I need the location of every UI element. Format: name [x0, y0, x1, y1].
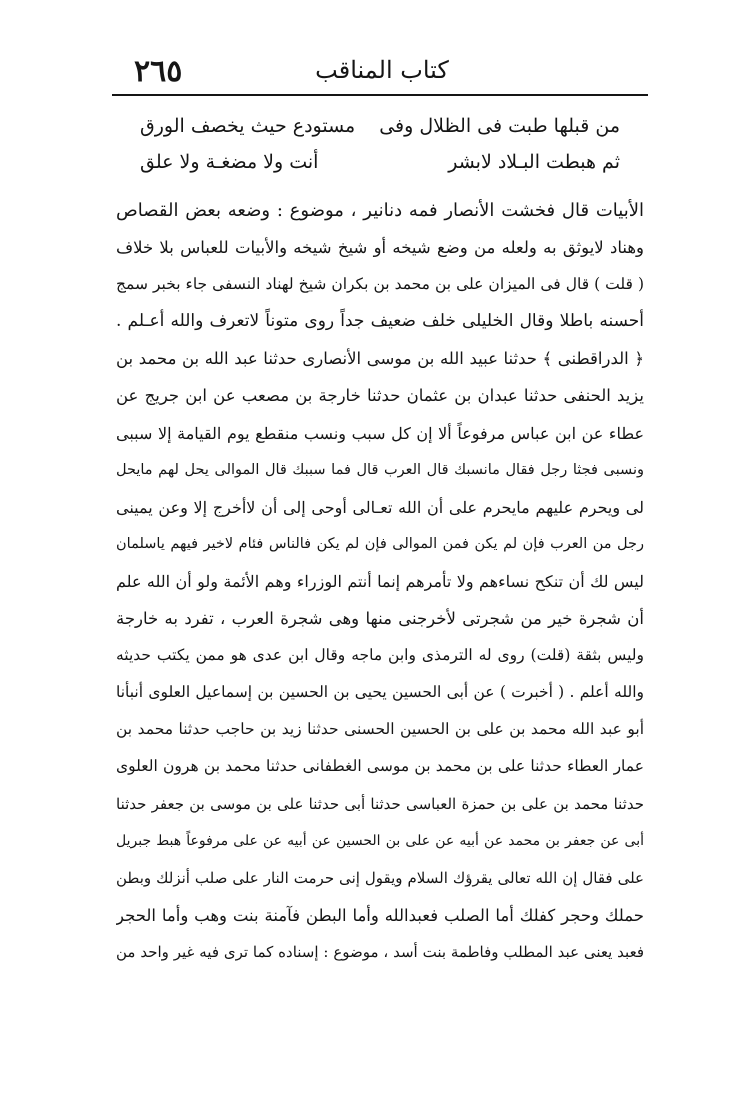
text-line: ﴿ الدراقطنى ﴾ حدثنا عبيد الله بن موسى الأنصارى حدثنا عبد الله بن محمد بن: [116, 349, 644, 369]
text-line: وليس بثقة (قلت) روى له الترمذى وابن ماجه وقال ابن عدى هو ممن يكتب حديثه: [116, 646, 644, 665]
running-title: كتاب المناقب: [315, 56, 449, 84]
text-line: فعبد يعنى عبد المطلب وفاطمة بنت أسد ، موضوع : إسناده كما ترى فيه غير واحد من: [116, 942, 644, 961]
text-line: حدثنا محمد بن على بن حمزة العباسى حدثنا أبى حدثنا على بن موسى بن جعفر حدثنا: [116, 794, 644, 813]
verse-second-hemistich: مستودع حيث يخصف الورق: [140, 115, 356, 137]
verse-first-hemistich: من قبلها طبت فى الظلال وفى: [379, 115, 620, 137]
text-line: على فقال إن الله تعالى يقرؤك السلام ويقول إنى حرمت النار على صلب أنزلك وبطن: [116, 868, 644, 887]
verse-first-hemistich: ثم هبطت البـلاد لابشر: [448, 151, 620, 173]
text-line: ليس لك أن تنكح نساءهم ولا تأمرهم إنما أنتم الوزراء وهم الأئمة ولو أن الله علم: [116, 571, 644, 591]
verse-second-hemistich: أنت ولا مضغـة ولا علق: [140, 151, 319, 173]
text-line: عمار العطاء حدثنا على بن محمد بن موسى الغطفانى حدثنا محمد بن هرون العلوى: [116, 757, 644, 776]
text-line: أبو عبد الله محمد بن على بن الحسين الحسنى حدثنا زيد بن حاجب حدثنا محمد بن: [116, 720, 644, 739]
verse: [140, 108, 620, 144]
text-line: والله أعلم . ( أخبرت ) عن أبى الحسين يحيى بن الحسين بن إسماعيل العلوى أنبأنا: [116, 683, 644, 702]
text-line: يزيد الحنفى حدثنا عبدان بن عثمان حدثنا خارجة بن مصعب عن ابن جريج عن: [116, 386, 644, 406]
poetry-verses: [140, 108, 620, 180]
text-line: وهناد لايوثق به ولعله من وضع شيخه أو شيخ شيخه والأبيات للعباس بلا خلاف: [116, 238, 644, 258]
text-line: لى ويحرم عليهم مايحرم على أن الله تعـالى أوحى إلى أن لاأخرج إلا وعن يمينى: [116, 497, 644, 517]
text-line: عطاء عن ابن عباس مرفوعاً ألا إن كل سبب ونسب منقطع يوم القيامة إلا سببى: [116, 423, 644, 443]
text-line: أن شجرة خير من شجرتى لأخرجنى منها وهى شجرة العرب ، تفرد به خارجة: [116, 609, 644, 629]
page-header: [112, 52, 648, 96]
text-line: أبى عن جعفر بن محمد عن أبيه عن على بن الحسين عن أبيه عن على مرفوعاً هبط جبريل: [116, 832, 644, 849]
text-line: ( قلت ) قال فى الميزان على بن محمد بن بكران شيخ لهناد النسفى جاء بخبر سمج: [116, 275, 644, 294]
page-number: ٢٦٥: [134, 54, 183, 89]
body-text: [116, 192, 644, 971]
text-line: أحسنه باطلا وقال الخليلى خلف ضعيف جداً روى متوناً لاتعرف والله أعـلم .: [116, 311, 644, 332]
header-rule: [112, 94, 648, 96]
verse: [140, 144, 620, 180]
text-line: ونسبى فجثا رجل فقال مانسبك قال العرب قال فما سببك قال الموالى يحل لهم مايحل: [116, 461, 644, 478]
text-line: رجل من العرب فإن لم يكن فمن الموالى فإن لم يكن فالناس فئام لاخير فيهم ياسلمان: [116, 535, 644, 552]
text-line: حملك وحجر كفلك أما الصلب فعبدالله وأما البطن فآمنة بنت وهب وأما الحجر: [116, 905, 644, 925]
text-line: الأبيات قال فخشت الأنصار فمه دنانير ، موضوع : وضعه بعض القصاص: [116, 200, 644, 221]
